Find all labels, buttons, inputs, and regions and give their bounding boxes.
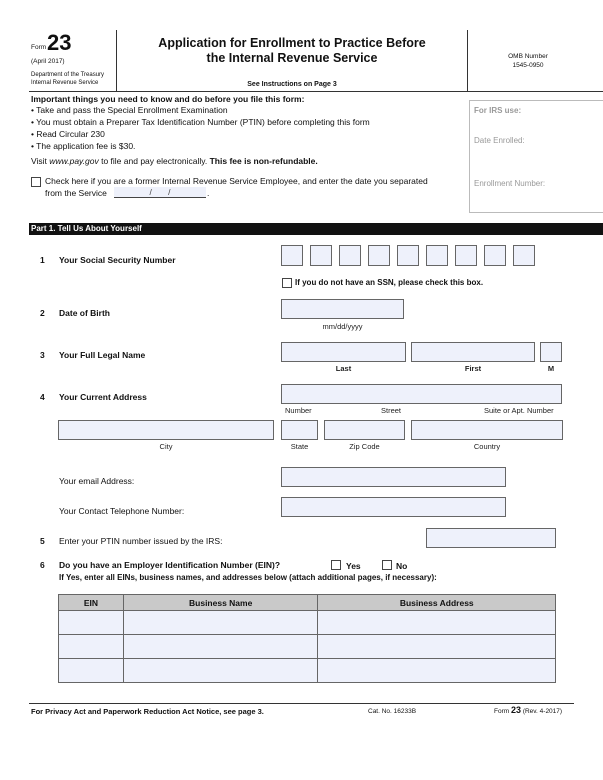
business-address-cell[interactable] [318,659,556,683]
address-street-input[interactable] [281,384,562,404]
separation-date-slashes: / / [149,187,171,197]
q5-label: Enter your PTIN number issued by the IRS: [59,536,223,546]
bullet-item: • The application fee is $30. [31,141,136,151]
ssn-digit-1[interactable] [281,245,303,266]
ssn-digit-4[interactable] [368,245,390,266]
visit-prefix: Visit [31,156,50,166]
ssn-digit-8[interactable] [484,245,506,266]
form-title-line2: the Internal Revenue Service [206,51,378,65]
table-row [59,611,556,635]
last-name-input[interactable] [281,342,406,362]
q6-number: 6 [40,560,45,570]
footer-form-id [494,705,562,715]
dob-hint: mm/dd/yyyy [322,322,363,331]
first-name-input[interactable] [411,342,535,362]
form-title [117,36,467,66]
q1-label: Your Social Security Number [59,255,176,265]
zip-input[interactable] [324,420,405,440]
important-heading: Important things you need to know and do before you file this form: [31,94,305,104]
omb-label: OMB Number [508,53,548,60]
business-name-cell[interactable] [123,659,318,683]
paygov-link[interactable]: www.pay.gov [49,156,99,166]
former-employee-checkbox[interactable] [31,177,41,187]
q4-label: Your Current Address [59,392,147,402]
ein-column-header: EIN [59,595,124,611]
irs-date-enrolled: Date Enrolled: [474,136,525,145]
q2-label: Date of Birth [59,308,110,318]
former-employee-line2: from the Service [45,188,107,198]
no-ssn-label: If you do not have an SSN, please check this box. [295,278,484,287]
address-number-label: Number [285,406,312,415]
phone-label: Your Contact Telephone Number: [59,506,185,516]
bullet-item: • You must obtain a Preparer Tax Identification Number (PTIN) before completing this form [31,117,370,127]
q5-number: 5 [40,536,45,546]
department-line2: Internal Revenue Service [31,80,99,86]
irs-use-box [469,100,603,213]
privacy-notice: For Privacy Act and Paperwork Reduction Act Notice, see page 3. [31,707,264,716]
dob-input[interactable] [281,299,404,319]
no-ssn-checkbox[interactable] [282,278,292,288]
visit-line [31,156,318,166]
city-input[interactable] [58,420,274,440]
former-employee-line1: Check here if you are a former Internal Revenue Service Employee, and enter the date you separated [45,176,428,186]
business-name-cell[interactable] [123,611,318,635]
footer-form-number: 23 [510,705,521,715]
omb-block [468,52,588,70]
business-name-cell[interactable] [123,635,318,659]
ssn-digit-2[interactable] [310,245,332,266]
zip-label: Zip Code [349,442,380,451]
instructions-note: See Instructions on Page 3 [247,81,337,88]
ssn-digit-3[interactable] [339,245,361,266]
form-title-line1: Application for Enrollment to Practice Before [158,36,426,50]
omb-number: 1545-0950 [512,62,544,69]
address-street-label: Street [381,406,402,415]
first-name-label: First [464,364,482,373]
ein-no-label: No [396,561,408,571]
state-label: State [290,442,309,451]
email-input[interactable] [281,467,506,487]
ssn-digit-9[interactable] [513,245,535,266]
bullet-item: • Take and pass the Special Enrollment Examination [31,105,228,115]
country-label: Country [473,442,501,451]
table-row [59,635,556,659]
ein-table [58,594,556,683]
ssn-digit-6[interactable] [426,245,448,266]
ptin-input[interactable] [426,528,556,548]
footer-revision: (Rev. 4-2017) [522,708,563,715]
q4-number: 4 [40,392,45,402]
fee-notice: This fee is non-refundable. [209,156,318,166]
irs-enrollment-number: Enrollment Number: [474,179,546,188]
visit-mid: to file and pay electronically. [98,156,210,166]
department-line1: Department of the Treasury [31,72,105,78]
q3-label: Your Full Legal Name [59,350,146,360]
middle-initial-input[interactable] [540,342,562,362]
form-revision: (April 2017) [31,58,65,65]
ein-yes-label: Yes [346,561,361,571]
part1-bar [29,223,603,235]
q6-sub-label: If Yes, enter all EINs, business names, and addresses below (attach additional pages, if necessary): [59,573,437,582]
last-name-label: Last [335,364,352,373]
business-address-column-header: Business Address [318,595,556,611]
form-number: 23 [47,30,72,55]
part1-title: Part 1. Tell Us About Yourself [31,224,142,233]
q6-label: Do you have an Employer Identification Number (EIN)? [59,560,281,570]
ein-yes-checkbox[interactable] [331,560,341,570]
bullet-item: • Read Circular 230 [31,129,105,139]
city-label: City [159,442,173,451]
ein-no-checkbox[interactable] [382,560,392,570]
q2-number: 2 [40,308,45,318]
ein-table-header [59,595,556,611]
separation-date-field[interactable] [114,187,206,198]
ein-cell[interactable] [59,635,124,659]
ssn-digit-5[interactable] [397,245,419,266]
phone-input[interactable] [281,497,506,517]
form-label: Form [31,44,47,51]
table-row [59,659,556,683]
separation-date-period: . [207,188,210,198]
email-label: Your email Address: [59,476,135,486]
business-name-column-header: Business Name [123,595,318,611]
q3-number: 3 [40,350,45,360]
header-bottom-rule [29,91,603,92]
middle-initial-label: M [547,364,555,373]
q1-number: 1 [40,255,45,265]
catalog-number: Cat. No. 16233B [368,708,417,715]
footer-form-label: Form [494,708,510,715]
business-address-cell[interactable] [318,635,556,659]
form-header [0,0,603,92]
footer-rule [29,703,574,704]
irs-use-title: For IRS use: [474,106,522,115]
ein-cell[interactable] [59,659,124,683]
address-suite-label: Suite or Apt. Number [484,406,554,415]
ssn-digit-7[interactable] [455,245,477,266]
ein-cell[interactable] [59,611,124,635]
country-input[interactable] [411,420,563,440]
business-address-cell[interactable] [318,611,556,635]
state-input[interactable] [281,420,318,440]
